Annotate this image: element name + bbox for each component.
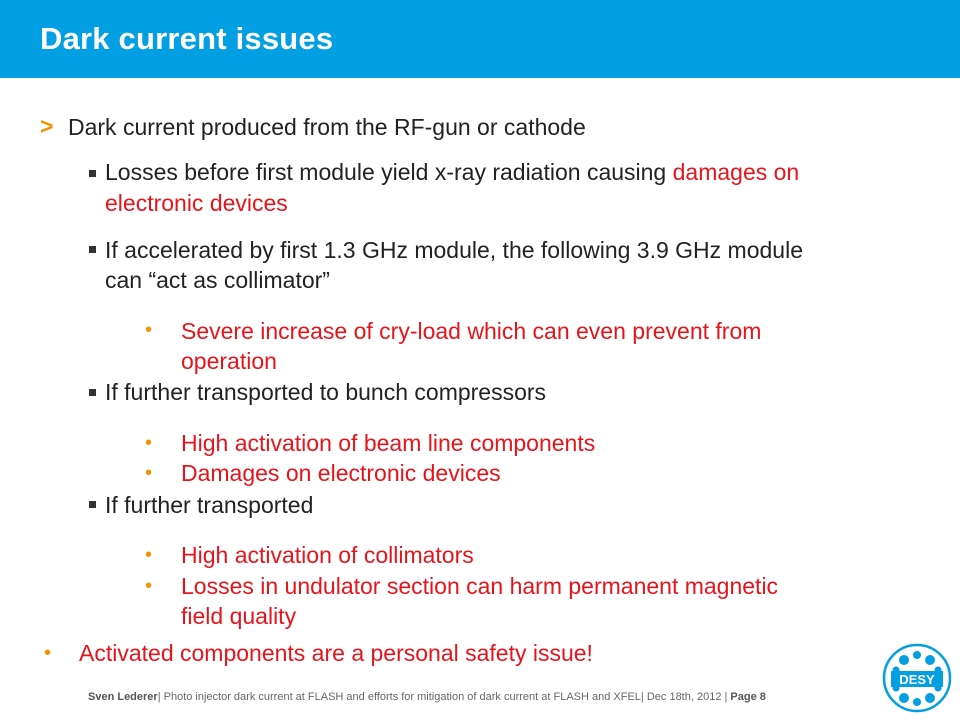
desy-logo xyxy=(882,643,952,713)
sub-bullet-losses xyxy=(105,158,799,187)
footer xyxy=(88,691,766,703)
square-bullet-icon xyxy=(89,170,96,177)
dot-bullet-icon: • xyxy=(145,432,153,454)
sub-bullet-losses-line2: electronic devices xyxy=(105,190,288,216)
footer-text: | Photo injector dark current at FLASH and efforts for mitigation of dark current at FLASH and XFEL| Dec 18th, 2012 | xyxy=(157,691,731,703)
main-bullet-text: Dark current produced from the RF-gun or cathode xyxy=(68,114,586,140)
square-bullet-icon xyxy=(89,389,96,396)
sub-bullet-losses-text: Losses before first module yield x-ray radiation causing xyxy=(105,159,673,185)
desy-logo-text: DESY xyxy=(899,672,935,687)
footer-page: Page 8 xyxy=(730,691,766,703)
dot-bullet-cryload-line2: operation xyxy=(181,348,277,374)
dot-bullet-collimators: High activation of collimators xyxy=(181,542,474,568)
sub-bullet-losses-highlight: damages on xyxy=(672,159,800,185)
sub-bullet-bunch-compressors: If further transported to bunch compressors xyxy=(105,379,547,405)
sub-bullet-further-transported: If further transported xyxy=(105,492,314,518)
dot-bullet-icon: • xyxy=(145,319,153,341)
sub-bullet-accelerated-line2: can “act as collimator” xyxy=(105,267,330,293)
square-bullet-icon xyxy=(89,246,96,253)
dot-bullet-icon: • xyxy=(145,544,153,566)
dot-bullet-cryload: Severe increase of cry-load which can even prevent from xyxy=(181,318,762,344)
dot-bullet-icon: • xyxy=(145,462,153,484)
title-bar xyxy=(0,0,960,78)
dot-bullet-icon: • xyxy=(44,642,52,664)
dot-bullet-icon: • xyxy=(145,575,153,597)
dot-bullet-damages: Damages on electronic devices xyxy=(181,460,501,486)
dot-bullet-undulator-line2: field quality xyxy=(181,603,297,629)
arrow-bullet-icon: > xyxy=(40,113,54,139)
dot-bullet-activation-beamline: High activation of beam line components xyxy=(181,430,596,456)
dot-bullet-undulator: Losses in undulator section can harm permanent magnetic xyxy=(181,573,779,599)
slide-title: Dark current issues xyxy=(40,21,334,56)
footer-author: Sven Lederer xyxy=(88,691,158,703)
square-bullet-icon xyxy=(89,501,96,508)
final-bullet-safety: Activated components are a personal safety issue! xyxy=(79,640,593,666)
sub-bullet-accelerated: If accelerated by first 1.3 GHz module, the following 3.9 GHz module xyxy=(105,237,803,263)
